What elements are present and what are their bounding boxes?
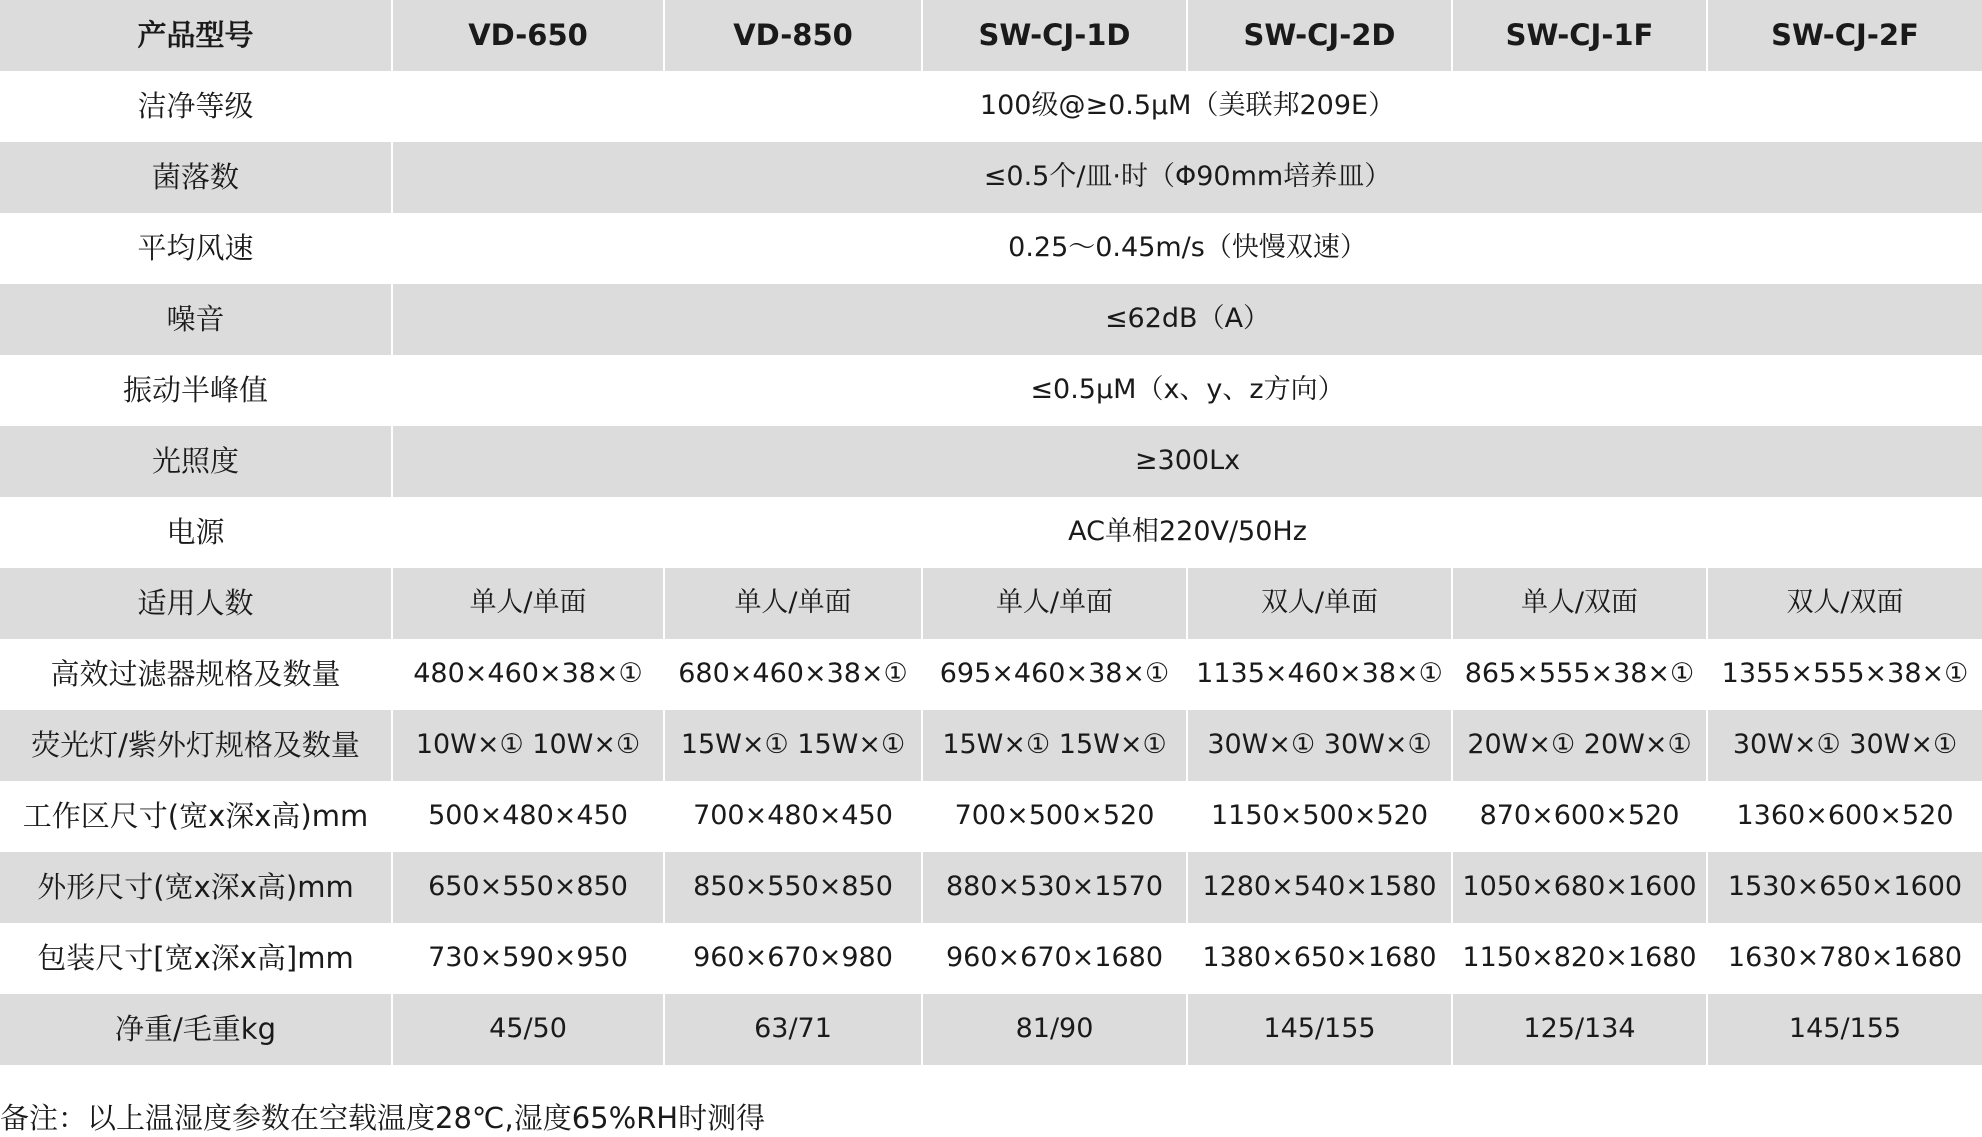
table-row — [0, 142, 1982, 213]
shared-value-cell: ≤62dB（A） — [392, 284, 1982, 355]
table-row — [0, 426, 1982, 497]
table-cell: 1355×555×38×① — [1707, 639, 1982, 710]
table-cell: 30W×① 30W×① — [1187, 710, 1452, 781]
table-cell: 45/50 — [392, 994, 664, 1065]
table-row — [0, 923, 1982, 994]
table-cell: 单人/单面 — [922, 568, 1187, 639]
row-label: 洁净等级 — [0, 71, 392, 142]
table-row — [0, 284, 1982, 355]
table-cell: 500×480×450 — [392, 781, 664, 852]
table-cell: 1530×650×1600 — [1707, 852, 1982, 923]
row-label: 适用人数 — [0, 568, 392, 639]
row-label: 包装尺寸[宽x深x高]mm — [0, 923, 392, 994]
table-cell: 850×550×850 — [664, 852, 922, 923]
table-cell: 865×555×38×① — [1452, 639, 1707, 710]
table-cell: 680×460×38×① — [664, 639, 922, 710]
table-row — [0, 568, 1982, 639]
header-label-cell: 产品型号 — [0, 0, 392, 71]
model-header-cell: SW-CJ-2F — [1707, 0, 1982, 71]
table-cell: 单人/单面 — [664, 568, 922, 639]
footnote: 备注：以上温湿度参数在空载温度28℃,湿度65%RH时测得 — [0, 1101, 766, 1135]
table-cell: 1380×650×1680 — [1187, 923, 1452, 994]
table-cell: 145/155 — [1707, 994, 1982, 1065]
table-cell: 15W×① 15W×① — [922, 710, 1187, 781]
row-label: 电源 — [0, 497, 392, 568]
table-cell: 双人/单面 — [1187, 568, 1452, 639]
table-cell: 700×500×520 — [922, 781, 1187, 852]
table-cell: 30W×① 30W×① — [1707, 710, 1982, 781]
table-cell: 700×480×450 — [664, 781, 922, 852]
table-cell: 单人/单面 — [392, 568, 664, 639]
row-label: 光照度 — [0, 426, 392, 497]
table-cell: 20W×① 20W×① — [1452, 710, 1707, 781]
model-header-cell: SW-CJ-1D — [922, 0, 1187, 71]
table-cell: 63/71 — [664, 994, 922, 1065]
row-label: 外形尺寸(宽x深x高)mm — [0, 852, 392, 923]
table-cell: 1280×540×1580 — [1187, 852, 1452, 923]
table-cell: 1150×820×1680 — [1452, 923, 1707, 994]
table-row — [0, 213, 1982, 284]
table-row — [0, 639, 1982, 710]
shared-value-cell: AC单相220V/50Hz — [392, 497, 1982, 568]
model-header-cell: VD-850 — [664, 0, 922, 71]
table-cell: 730×590×950 — [392, 923, 664, 994]
table-cell: 1135×460×38×① — [1187, 639, 1452, 710]
table-cell: 双人/双面 — [1707, 568, 1982, 639]
table-cell: 1630×780×1680 — [1707, 923, 1982, 994]
table-cell: 960×670×980 — [664, 923, 922, 994]
table-cell: 960×670×1680 — [922, 923, 1187, 994]
row-label: 噪音 — [0, 284, 392, 355]
table-cell: 1050×680×1600 — [1452, 852, 1707, 923]
table-cell: 145/155 — [1187, 994, 1452, 1065]
row-label: 菌落数 — [0, 142, 392, 213]
table-row — [0, 355, 1982, 426]
row-label: 平均风速 — [0, 213, 392, 284]
shared-value-cell: 100级@≥0.5μM（美联邦209E） — [392, 71, 1982, 142]
table-cell: 10W×① 10W×① — [392, 710, 664, 781]
table-cell: 81/90 — [922, 994, 1187, 1065]
shared-value-cell: ≤0.5个/皿·时（Φ90mm培养皿） — [392, 142, 1982, 213]
row-label: 工作区尺寸(宽x深x高)mm — [0, 781, 392, 852]
row-label: 净重/毛重kg — [0, 994, 392, 1065]
table-row — [0, 497, 1982, 568]
table-cell: 125/134 — [1452, 994, 1707, 1065]
table-row — [0, 852, 1982, 923]
table-row — [0, 781, 1982, 852]
table-cell: 1150×500×520 — [1187, 781, 1452, 852]
table-row — [0, 994, 1982, 1065]
table-cell: 650×550×850 — [392, 852, 664, 923]
shared-value-cell: 0.25～0.45m/s（快慢双速） — [392, 213, 1982, 284]
row-label: 高效过滤器规格及数量 — [0, 639, 392, 710]
table-cell: 695×460×38×① — [922, 639, 1187, 710]
table-cell: 1360×600×520 — [1707, 781, 1982, 852]
shared-value-cell: ≥300Lx — [392, 426, 1982, 497]
model-header-cell: SW-CJ-1F — [1452, 0, 1707, 71]
row-label: 荧光灯/紫外灯规格及数量 — [0, 710, 392, 781]
table-cell: 870×600×520 — [1452, 781, 1707, 852]
table-cell: 单人/双面 — [1452, 568, 1707, 639]
table-cell: 880×530×1570 — [922, 852, 1187, 923]
table-header-row — [0, 0, 1982, 71]
table-cell: 15W×① 15W×① — [664, 710, 922, 781]
table-row — [0, 71, 1982, 142]
table-row — [0, 710, 1982, 781]
model-header-cell: VD-650 — [392, 0, 664, 71]
model-header-cell: SW-CJ-2D — [1187, 0, 1452, 71]
table-cell: 480×460×38×① — [392, 639, 664, 710]
row-label: 振动半峰值 — [0, 355, 392, 426]
shared-value-cell: ≤0.5μM（x、y、z方向） — [392, 355, 1982, 426]
